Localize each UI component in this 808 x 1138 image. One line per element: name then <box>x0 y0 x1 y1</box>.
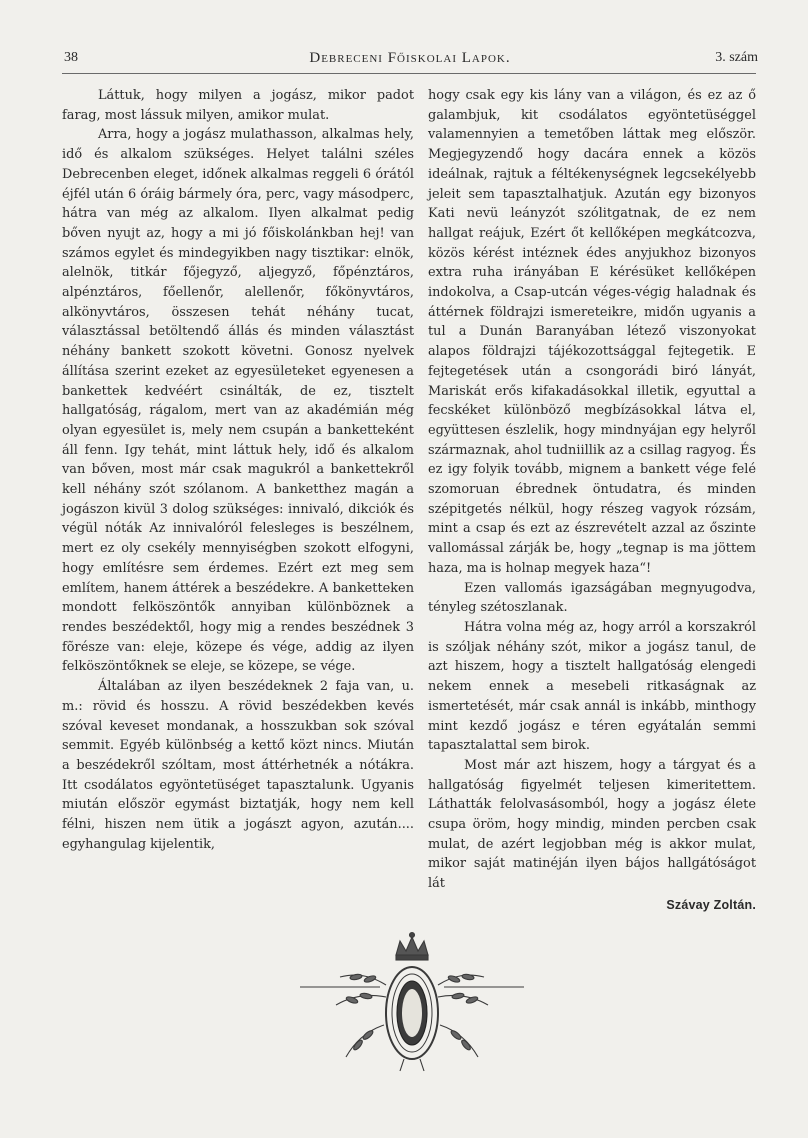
author-signature: Szávay Zoltán. <box>666 897 756 912</box>
paragraph: Hátra volna még az, hogy arról a korszakról is szóljak néhány szót, mikor a jogász tanul, de azt hiszem, hogy a tisztelt hallgatóság elengedi nekem ennek a mesebeli ritkaságnak az ismertetését, már csak annál is inkább, minthogy mint kezdő jogász e téren egyátalán semmi tapasztalattal sem birok. <box>428 619 756 754</box>
right-column <box>428 86 756 916</box>
crown-oval-wreath-ornament-icon <box>300 925 524 1075</box>
issue-number: 3. szám <box>715 50 758 65</box>
paragraph: Ezen vallomás igazságában megnyugodva, tényleg szétoszlanak. <box>428 580 756 616</box>
paragraph: Arra, hogy a jogász mulathasson, alkalmas hely, idő és alkalom szükséges. Helyet találni széles Debrecenben eleget, időnek alkalmas reggeli 6 órától éjfél után 6 óráig bármely óra, perc, vagy másodperc, hátra van még az alkalom. Ilyen alkalmat pedig bőven nyujt az, hogy a mi jó főiskolánkban hej! van számos egylet és mindegyikben nagy tisztikar: elnök, alelnök, titkár főjegyző, aljegyző, főpénztáros, alpénztáros, főellenőr, alellenőr, főkönyvtáros, alkönyvtáros, összesen tehát néhány tucat, választással betöltendő állás és minden választást néhány bankett szokott követni. Gonosz nyelvek állítása szerint ezeket az egyesületeket egyenesen a bankettek kedvéért csinálták, de ez, tisztelt hallgatóság, rágalom, mert van az akadémián még olyan egyesület is, mely nem csupán a banketteként áll fenn. Igy tehát, mint láttuk hely, idő és alkalom van bőven, most már csak magukról a bankettekről kell néhány szót szólanom. A banketthez magán a jogászon kivül 3 dolog szükséges: innivaló, dikciók és végül nóták Az innivalóról felesleges is beszélnem, mert ez oly csekély mennyiségben szokott elfogyni, hogy említésre sem érdemes. Ezért ezt meg sem említem, hanem áttérek a beszédekre. A banketteken mondott felköszöntők annyiban különböznek a rendes beszédektől, hogy mig a rendes beszédnek 3 fõrésze van: eleje, közepe és vége, addig az ilyen felköszöntőknek se eleje, se közepe, se vége. <box>62 127 414 675</box>
paragraph: Láttuk, hogy milyen a jogász, mikor padot farag, most lássuk milyen, amikor mulat. <box>62 88 414 123</box>
header-rule <box>62 73 756 74</box>
page-number: 38 <box>64 50 78 65</box>
left-column <box>62 86 414 854</box>
paragraph: hogy csak egy kis lány van a világon, és ez az ő galambjuk, kit csodálatos egyöntetüséggel valamennyien a temetőben láttak meg először. Megjegyzendő hogy dacára ennek a közös ideálnak, rajtuk a féltékenységnek legcsekélyebb jeleit sem tapasztalhatjuk. Azután egy bizonyos Kati nevü leányzót szólitgatnak, de ez nem hallgat reájuk, Ezért őt kellőképen megkátcozva, közös kérést intéznek édes anyjukhoz bizonyos extra ruha irányában E kérésüket kellőképen indokolva, a Csap-utcán véges-végig haladnak és áttérnek földrajzi ismereteikre, midőn ugyanis a tul a Dunán Baranyában létező viszonyokat alapos földrajzi tájékozottsággal fejtegetik. E fejtegetések után a csongorádi biró lányát, Mariskát erős kifakadásokkal illetik, egyuttal a fecskéket különböző megbízásokkal látva el, együttesen észlelik, hogy mindnyájan egy helyről származnak, ahol tudniillik az a csillag ragyog. És ez igy folyik tovább, mignem a bankett vége felé szomoruan ébrednek öntudatra, és minden szépitgetés nélkül, hogy részeg vagyok rózsám, mint a csap és ezt az észrevételt azzal az őszinte vallomással zárják be, hogy „tegnap is ma jöttem haza, ma is holnap megyek haza“! <box>428 88 756 576</box>
journal-title: Debreceni Főiskolai Lapok. <box>309 50 511 66</box>
paragraph: Most már azt hiszem, hogy a tárgyat és a hallgatóság figyelmét teljesen kimeritettem. Láthatták felolvasásomból, hogy a jogász élete csupa öröm, hogy mindig, minden percben csak mulat, de azért legjobban még is akkor mulat, mikor saját matinéján ilyen bájos hallgátóságot lát <box>428 757 756 892</box>
paragraph: Általában az ilyen beszédeknek 2 faja van, u. m.: rövid és hosszu. A rövid beszédekben kevés szóval keveset mondanak, a hosszukban sok szóval semmit. Egyéb különbség a kettő közt nincs. Miután a beszédekről szóltam, most áttérhetnék a nótákra. Itt csodálatos egyöntetüséget tapasztalunk. Ugyanis miután először egymást biztatják, hogy nem kell félni, hiszen nem ütik a jogászt agyon, azután.... egyhangulag kijelentik, <box>62 679 414 852</box>
